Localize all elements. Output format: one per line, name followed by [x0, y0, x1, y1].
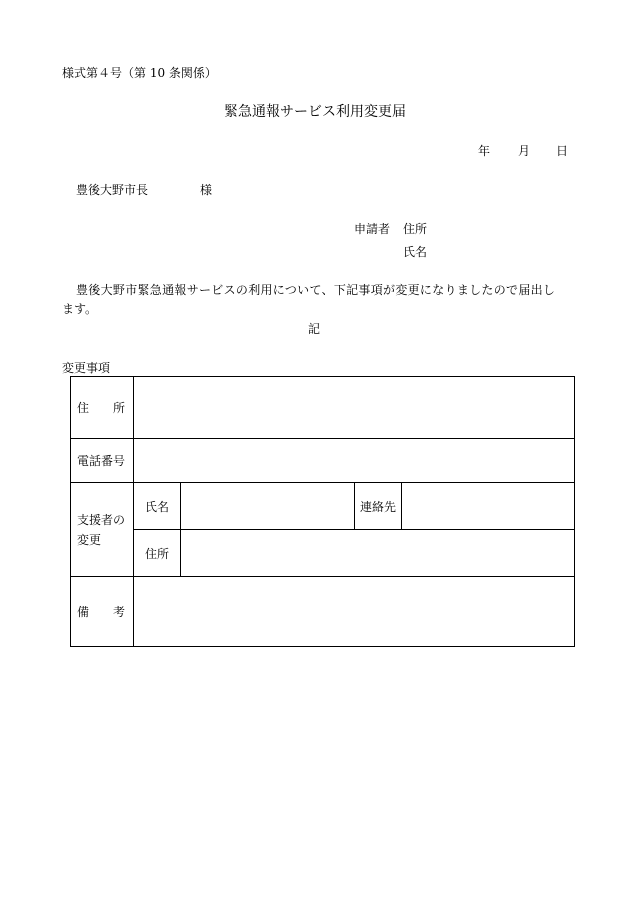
change-items-table — [70, 376, 575, 647]
supporter-contact-label: 連絡先 — [355, 483, 402, 530]
applicant-address-label: 住所 — [403, 222, 428, 236]
address-char-1: 住 — [77, 401, 90, 415]
body-text-line-2: ます。 — [62, 302, 98, 316]
addressee-honorific: 様 — [200, 183, 213, 197]
section-label: 変更事項 — [62, 361, 111, 375]
body-text-line-1: 豊後大野市緊急通報サービスの利用について、下記事項が変更になりましたので届出し — [76, 283, 556, 297]
supporter-address-label: 住所 — [134, 530, 181, 577]
phone-label: 電話番号 — [71, 439, 134, 483]
supporter-change-label — [71, 483, 134, 577]
phone-value-cell[interactable] — [134, 439, 575, 483]
supporter-line-1: 支援者の — [77, 512, 126, 527]
address-row — [71, 377, 575, 439]
address-label-cell — [71, 377, 134, 439]
applicant-name-label: 氏名 — [403, 245, 428, 259]
date-day-label: 日 — [556, 144, 569, 158]
remarks-char-2: 考 — [112, 605, 125, 619]
supporter-name-label: 氏名 — [134, 483, 181, 530]
remarks-row — [71, 577, 575, 647]
phone-row — [71, 439, 575, 483]
applicant-label: 申請者 — [354, 222, 391, 236]
supporter-line-2: 変更 — [77, 532, 102, 547]
document-title: 緊急通報サービス利用変更届 — [224, 104, 406, 120]
date-year-label: 年 — [478, 144, 491, 158]
address-value-cell[interactable] — [134, 377, 575, 439]
ki-heading: 記 — [308, 322, 321, 336]
supporter-address-value[interactable] — [181, 530, 575, 577]
date-month-label: 月 — [518, 144, 531, 158]
supporter-name-row — [71, 483, 575, 530]
addressee-name: 豊後大野市長 — [76, 183, 149, 197]
form-number: 様式第４号（第 10 条関係） — [62, 66, 217, 80]
supporter-contact-value[interactable] — [402, 483, 575, 530]
remarks-value-cell[interactable] — [134, 577, 575, 647]
supporter-name-value[interactable] — [181, 483, 355, 530]
remarks-label-cell — [71, 577, 134, 647]
supporter-address-row — [71, 530, 575, 577]
remarks-char-1: 備 — [77, 605, 90, 619]
address-char-2: 所 — [112, 401, 125, 415]
